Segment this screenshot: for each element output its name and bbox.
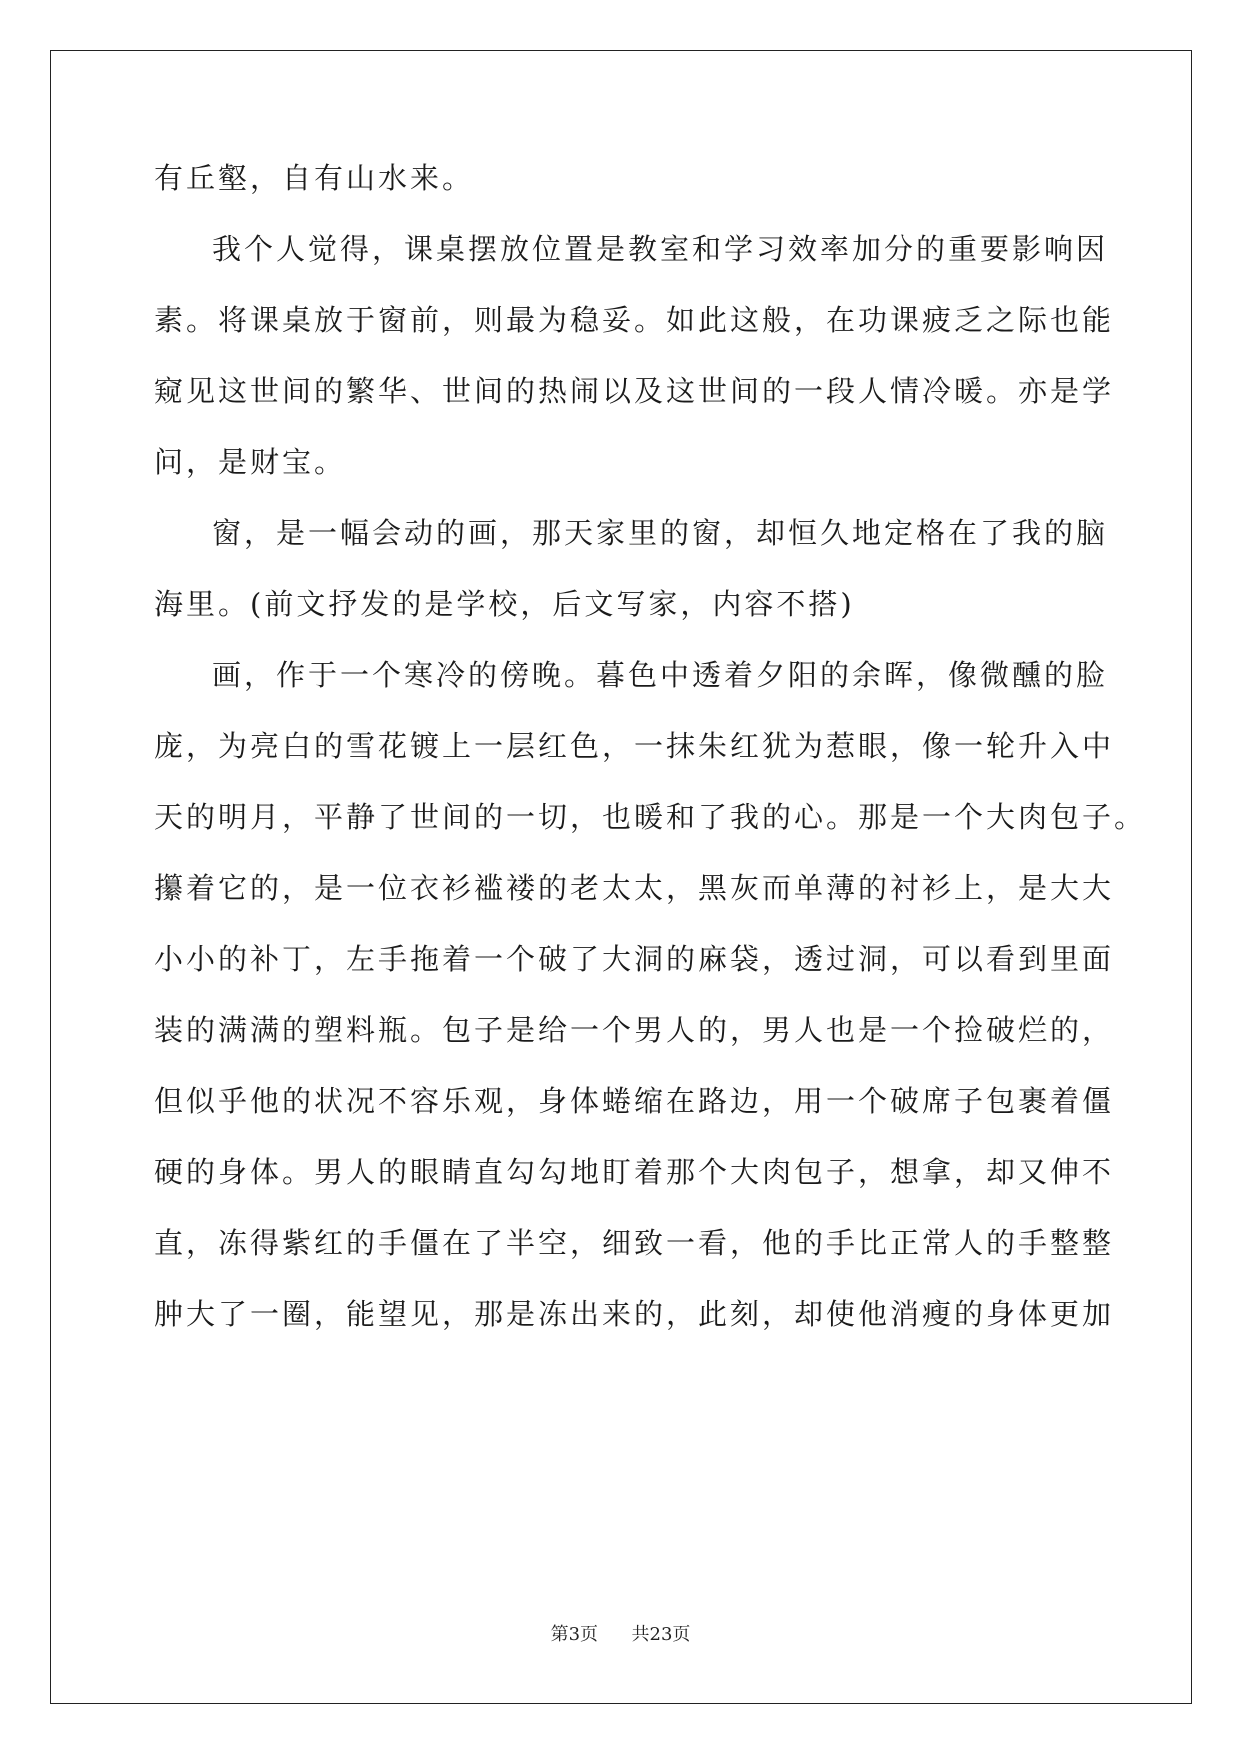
text-line-12: 小小的补丁，左手拖着一个破了大洞的麻袋，透过洞，可以看到里面 bbox=[154, 942, 1115, 976]
text-line-7: 海里。(前文抒发的是学校，后文写家，内容不搭) bbox=[154, 587, 855, 621]
text-line-5: 问，是财宝。 bbox=[154, 445, 347, 479]
text-line-15: 硬的身体。男人的眼睛直勾勾地盯着那个大肉包子，想拿，却又伸不 bbox=[154, 1155, 1115, 1189]
text-line-3: 素。将课桌放于窗前，则最为稳妥。如此这般，在功课疲乏之际也能 bbox=[154, 303, 1115, 337]
text-line-11: 攥着它的，是一位衣衫褴褛的老太太，黑灰而单薄的衬衫上，是大大 bbox=[154, 871, 1115, 905]
text-line-16: 直，冻得紫红的手僵在了半空，细致一看，他的手比正常人的手整整 bbox=[154, 1226, 1115, 1260]
text-line-10: 天的明月，平静了世间的一切，也暖和了我的心。那是一个大肉包子。 bbox=[154, 800, 1147, 834]
page-total: 共23页 bbox=[631, 1624, 691, 1645]
page-number: 第3页 bbox=[550, 1624, 599, 1645]
text-line-4: 窥见这世间的繁华、世间的热闹以及这世间的一段人情冷暖。亦是学 bbox=[154, 374, 1115, 408]
text-line-14: 但似乎他的状况不容乐观，身体蜷缩在路边，用一个破席子包裹着僵 bbox=[154, 1084, 1115, 1118]
text-line-9: 庞，为亮白的雪花镀上一层红色，一抹朱红犹为惹眼，像一轮升入中 bbox=[154, 729, 1115, 763]
text-line-17: 肿大了一圈，能望见，那是冻出来的，此刻，却使他消瘦的身体更加 bbox=[154, 1297, 1115, 1331]
text-line-6: 窗，是一幅会动的画，那天家里的窗，却恒久地定格在了我的脑 bbox=[212, 516, 1109, 550]
text-line-2: 我个人觉得，课桌摆放位置是教室和学习效率加分的重要影响因 bbox=[212, 232, 1109, 266]
text-line-8: 画，作于一个寒冷的傍晚。暮色中透着夕阳的余晖，像微醺的脸 bbox=[212, 658, 1109, 692]
text-line-1: 有丘壑，自有山水来。 bbox=[154, 161, 475, 195]
page-footer bbox=[0, 1623, 1241, 1647]
text-line-13: 装的满满的塑料瓶。包子是给一个男人的，男人也是一个捡破烂的， bbox=[154, 1013, 1115, 1047]
